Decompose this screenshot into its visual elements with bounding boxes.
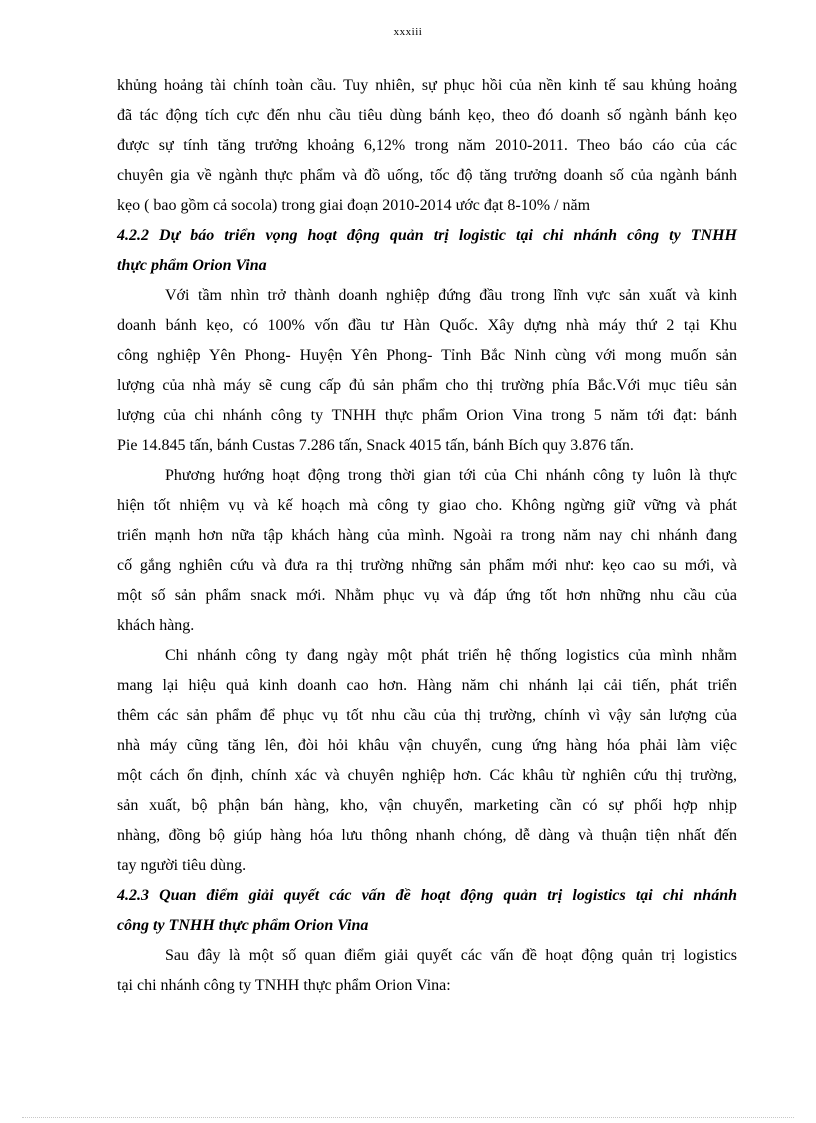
heading-line: 4.2.3 Quan điểm giải quyết các vấn đề hoạt động quản trị logistics tại chi nhánh (117, 887, 737, 904)
text-line: khách hàng. (117, 617, 195, 634)
text-line: lượng của chi nhánh công ty TNHH thực phẩm Orion Vina trong 5 năm tới đạt: bánh (117, 407, 737, 424)
text-line: công nghiệp Yên Phong- Huyện Yên Phong- Tỉnh Bắc Ninh cùng với mong muốn sản (117, 347, 737, 364)
text-line: tại chi nhánh công ty TNHH thực phẩm Orion Vina: (117, 977, 451, 994)
text-line: Phương hướng hoạt động trong thời gian tới của Chi nhánh công ty luôn là thực (165, 467, 737, 484)
text-line: đã tác động tích cực đến nhu cầu tiêu dùng bánh kẹo, theo đó doanh số ngành bánh kẹo (117, 107, 737, 124)
page-bottom-border (22, 1117, 794, 1118)
heading-line: thực phẩm Orion Vina (117, 257, 267, 274)
text-line: khủng hoảng tài chính toàn cầu. Tuy nhiên, sự phục hồi của nền kinh tế sau khủng hoảng (117, 77, 737, 94)
page-number: xxxiii (393, 26, 423, 38)
paragraph-direction (117, 461, 737, 641)
paragraph-logistics-development (117, 641, 737, 881)
text-line: Với tầm nhìn trở thành doanh nghiệp đứng đầu trong lĩnh vực sản xuất và kinh (165, 287, 737, 304)
text-line: kẹo ( bao gồm cả socola) trong giai đoạn 2010-2014 ước đạt 8-10% / năm (117, 197, 591, 214)
paragraph-vision (117, 281, 737, 461)
paragraph-continuation (117, 71, 737, 221)
text-line: nhàng, đồng bộ giúp hàng hóa lưu thông nhanh chóng, dễ dàng và thuận tiện nhất đến (117, 827, 737, 844)
text-line: chuyên gia về ngành thực phẩm và đồ uống, tốc độ tăng trưởng doanh số của ngành bánh (117, 167, 737, 184)
text-line: sản xuất, bộ phận bán hàng, kho, vận chuyển, marketing cần có sự phối hợp nhịp (117, 797, 737, 814)
text-line: Pie 14.845 tấn, bánh Custas 7.286 tấn, Snack 4015 tấn, bánh Bích quy 3.876 tấn. (117, 437, 634, 454)
text-line: mang lại hiệu quả kinh doanh cao hơn. Hàng năm chi nhánh lại cải tiến, phát triển (117, 677, 737, 694)
text-line: nhà máy cũng tăng lên, đòi hỏi khâu vận chuyển, cung ứng hàng hóa phải làm việc (117, 737, 737, 754)
text-line: được sự tính tăng trưởng khoảng 6,12% trong năm 2010-2011. Theo báo cáo của các (117, 137, 737, 154)
text-line: cố gắng nghiên cứu và đưa ra thị trường những sản phẩm mới như: kẹo cao su mới, và (117, 557, 737, 574)
text-line: tay người tiêu dùng. (117, 857, 247, 874)
text-line: thêm các sản phẩm để phục vụ tốt nhu cầu của thị trường, chính vì vậy sản lượng của (117, 707, 737, 724)
text-line: lượng của nhà máy sẽ cung cấp đủ sản phẩm cho thị trường phía Bắc.Với mục tiêu sản (117, 377, 737, 394)
paragraph-viewpoints (117, 941, 737, 1001)
text-line: một số sản phẩm snack mới. Nhằm phục vụ và đáp ứng tốt hơn những nhu cầu của (117, 587, 737, 604)
text-line: hiện tốt nhiệm vụ và kế hoạch mà công ty giao cho. Không ngừng giữ vững và phát (117, 497, 737, 514)
section-heading-4-2-3 (117, 881, 737, 941)
text-line: triển mạnh hơn nữa tập khách hàng của mình. Ngoài ra trong năm nay chi nhánh đang (117, 527, 737, 544)
text-line: một cách ổn định, chính xác và chuyên nghiệp hơn. Các khâu từ nghiên cứu thị trường, (117, 767, 737, 784)
text-line: Sau đây là một số quan điểm giải quyết các vấn đề hoạt động quản trị logistics (165, 947, 737, 964)
section-heading-4-2-2 (117, 221, 737, 281)
heading-line: 4.2.2 Dự báo triển vọng hoạt động quản trị logistic tại chi nhánh công ty TNHH (117, 227, 737, 244)
text-line: Chi nhánh công ty đang ngày một phát triển hệ thống logistics của mình nhằm (165, 647, 737, 664)
text-line: doanh bánh kẹo, có 100% vốn đầu tư Hàn Quốc. Xây dựng nhà máy thứ 2 tại Khu (117, 317, 737, 334)
heading-line: công ty TNHH thực phẩm Orion Vina (117, 917, 369, 934)
document-body (117, 71, 737, 1001)
